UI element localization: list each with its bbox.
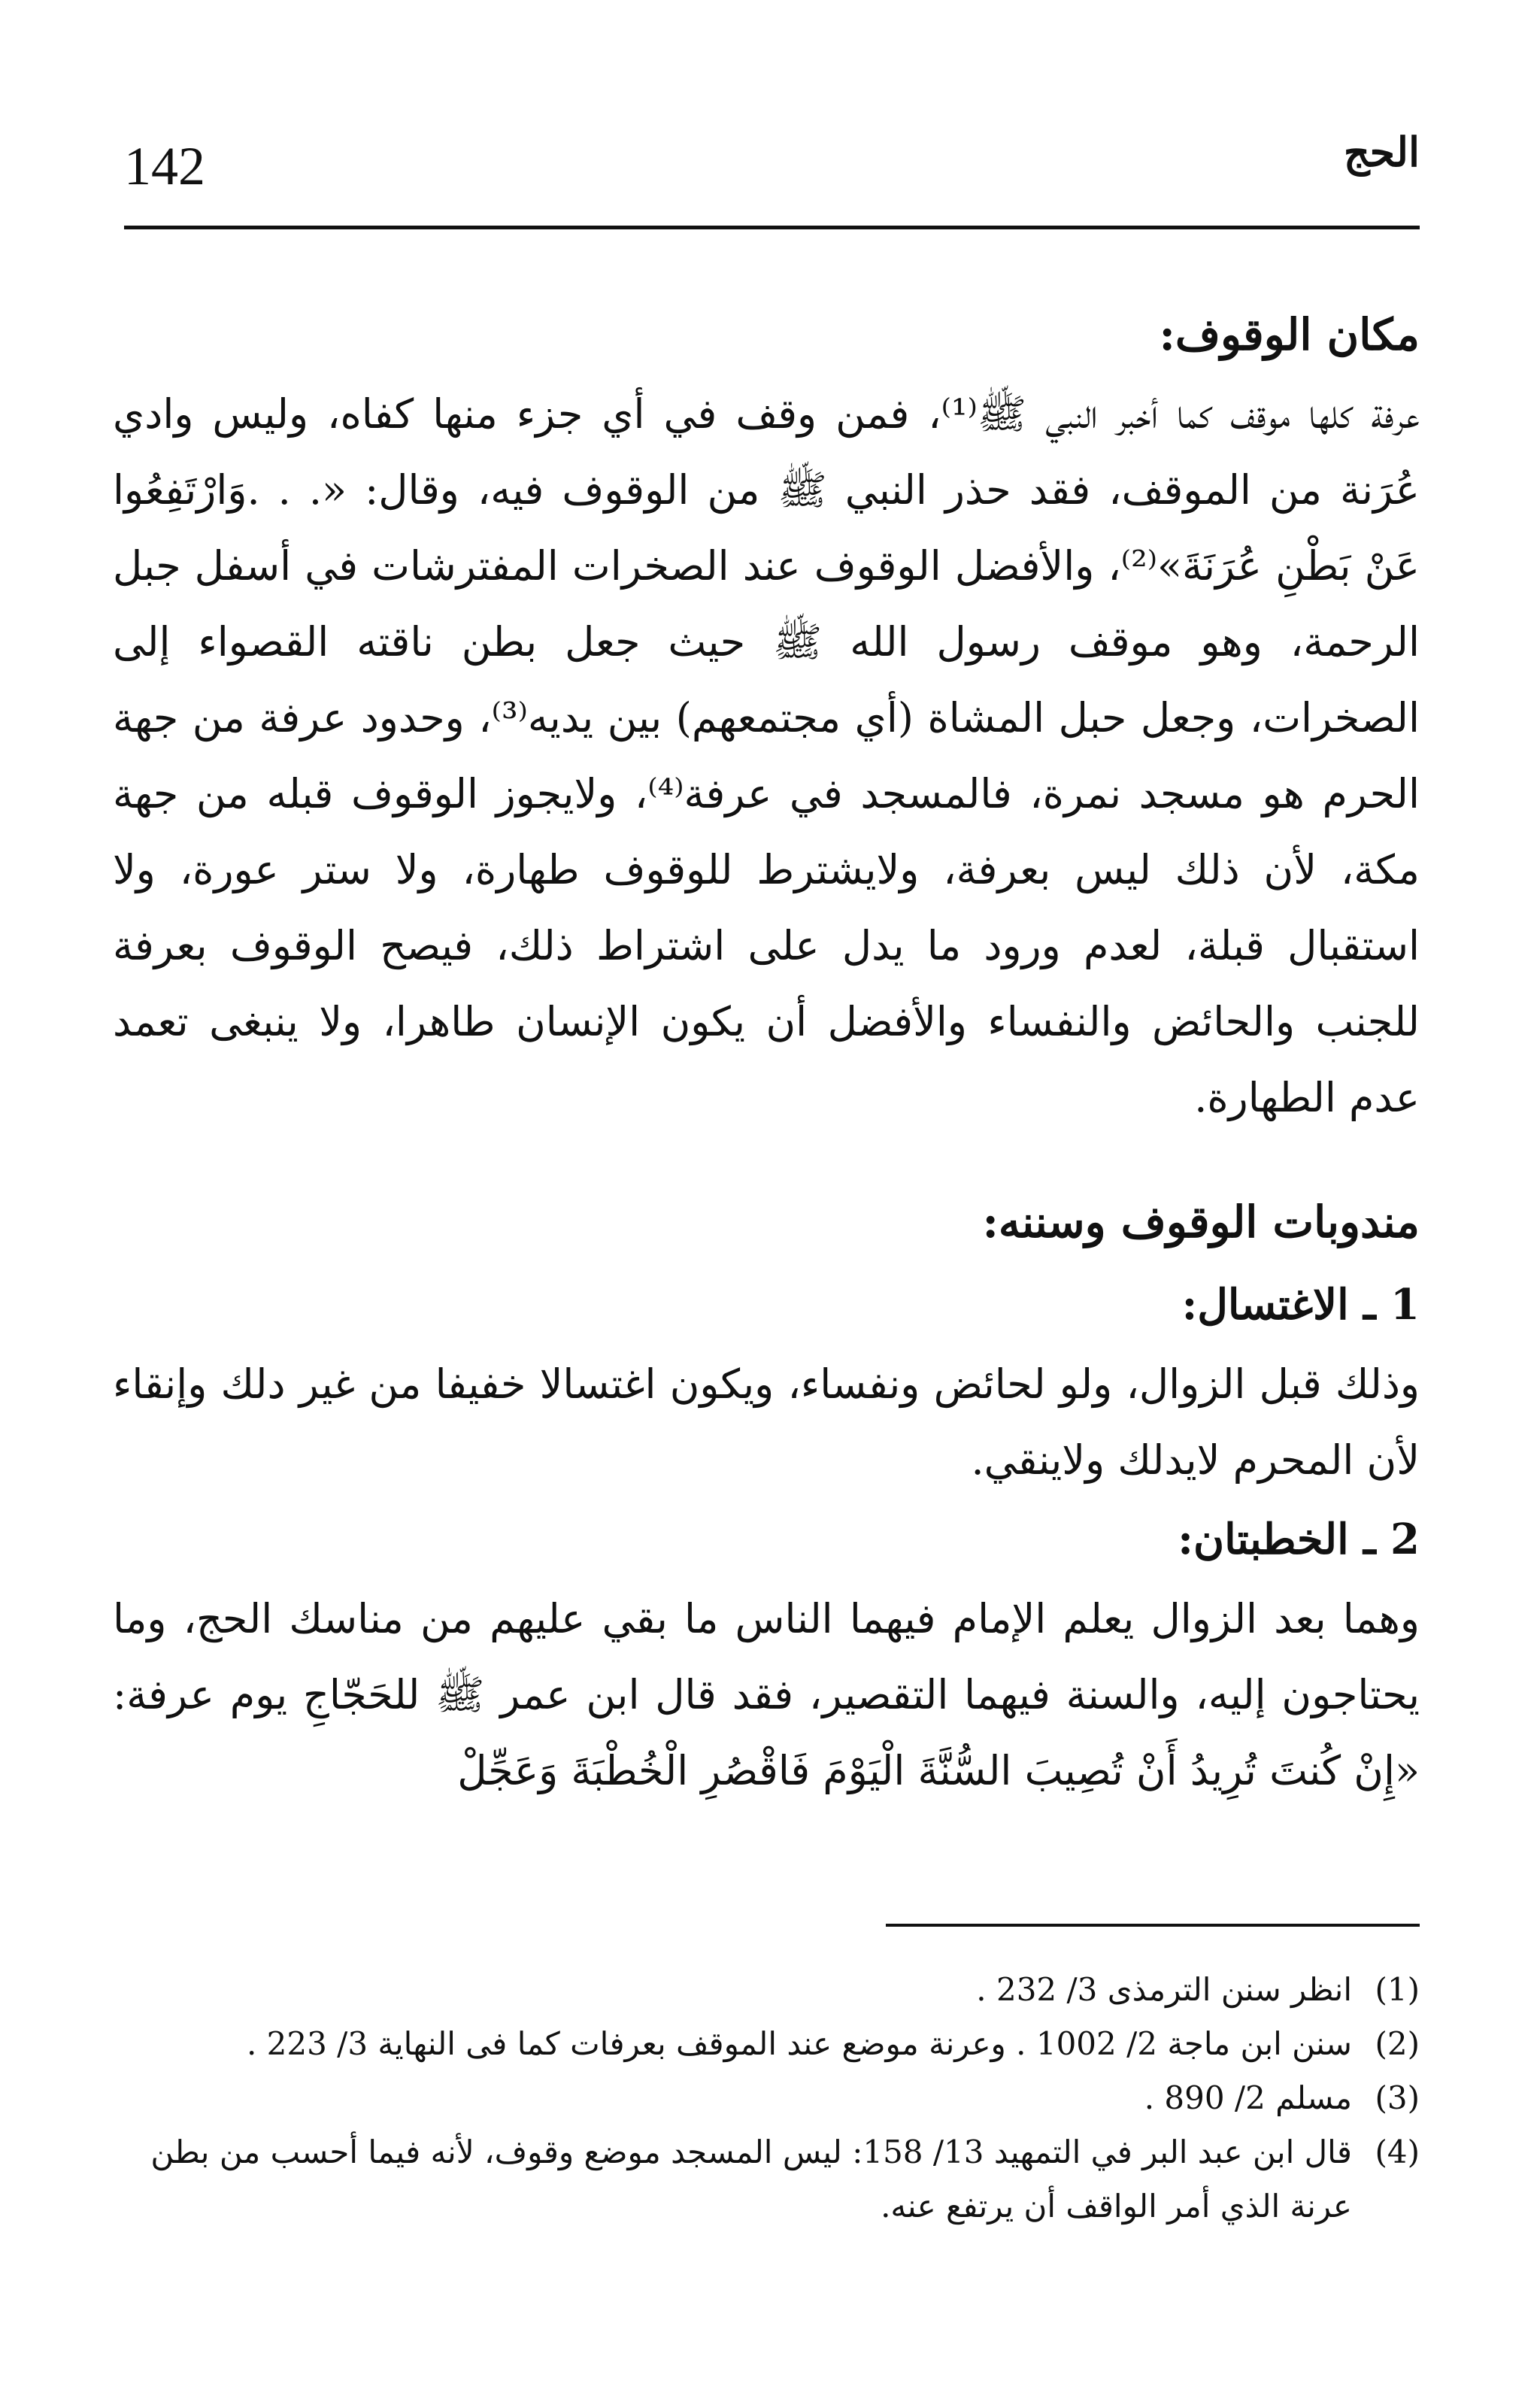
header-divider [124,226,1420,229]
page-header [124,113,1420,218]
running-head: الحج [1343,128,1420,176]
footnote-divider [886,1924,1420,1927]
section-title-wuquf-sunan: مندوبات الوقوف وسننه: [982,1196,1420,1248]
footnote-item [113,2017,1420,2071]
subsection-title-ghusl: 1 ـ الاغتسال: [1181,1280,1420,1330]
section-title-wuquf-place: مكان الوقوف: [1159,309,1420,360]
main-content [113,293,1420,1809]
subsection-title-khutbatan: 2 ـ الخطبتان: [1178,1515,1420,1564]
footnote-number: (2) [1375,2025,1420,2062]
footnote-text: مسلم 2/ 890 . [1144,2079,1352,2116]
footnote-number: (1) [1375,1971,1420,2008]
footnote-text: سنن ابن ماجة 2/ 1002 . وعرنة موضع عند الموقف بعرفات كما فى النهاية 3/ 223 . [246,2025,1352,2062]
paragraph-ghusl: وذلك قبل الزوال، ولو لحائض ونفساء، ويكون اغتسالا خفيفا من غير دلك وإنقاء لأن المحرم لايدلك ولاينقي. [113,1360,1420,1484]
page-number: 142 [124,136,205,196]
paragraph-wuquf-place: عرفة كلها موقف كما أخبر النبي ﷺ⁽¹⁾، فمن وقف في أي جزء منها كفاه، وليس وادي عُرَنة من الموقف، فقد حذر النبي ﷺ من الوقوف فيه، وقال: «. . .وَارْتَفِعُوا عَنْ بَطْنِ عُرَنَةَ»⁽²⁾، والأفضل الوقوف عند الصخرات المفترشات في أسفل جبل الرحمة، وهو موقف رسول الله ﷺ حيث جعل بطن ناقته القصواء إلى الصخرات، وجعل حبل المشاة (أي مجتمعهم) بين يديه⁽³⁾، وحدود عرفة من جهة الحرم هو مسجد نمرة، فالمسجد في عرفة⁽⁴⁾، ولايجوز الوقوف قبله من جهة مكة، لأن ذلك ليس بعرفة، ولايشترط للوقوف طهارة، ولا ستر عورة، ولا استقبال قبلة، لعدم ورود ما يدل على اشتراط ذلك، فيصح الوقوف بعرفة للجنب والحائض والنفساء والأفضل أن يكون الإنسان طاهرا، ولا ينبغى تعمد عدم الطهارة. [113,390,1420,1121]
footnote-text: قال ابن عبد البر في التمهيد 13/ 158: ليس المسجد موضع وقوف، لأنه فيما أحسب من بطن عرنة الذي أمر الواقف أن يرتفع عنه. [150,2134,1352,2225]
footnote-number: (3) [1375,2079,1420,2116]
footnotes [113,1963,1420,2234]
footnote-text: انظر سنن الترمذى 3/ 232 . [976,1971,1352,2008]
footnote-item [113,1963,1420,2017]
footnote-item [113,2125,1420,2234]
paragraph-khutbatan: وهما بعد الزوال يعلم الإمام فيهما الناس ما بقي عليهم من مناسك الحج، وما يحتاجون إليه، والسنة فيهما التقصير، فقد قال ابن عمر ﷺ للحَجّاجِ يوم عرفة: «إِنْ كُنتَ تُرِيدُ أَنْ تُصِيبَ السُّنَّةَ الْيَوْمَ فَاقْصُرِ الْخُطْبَةَ وَعَجِّلْ [113,1595,1420,1794]
footnote-item [113,2071,1420,2125]
section-gap [113,1136,1420,1181]
footnote-number: (4) [1375,2134,1420,2170]
